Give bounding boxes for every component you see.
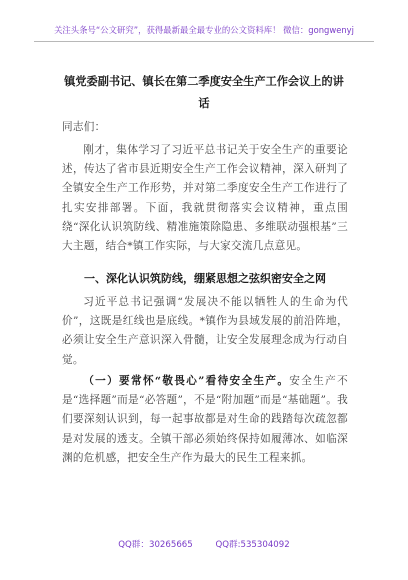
section-heading-1: 一、深化认识筑防线，绷紧思想之弦织密安全之网	[84, 272, 326, 285]
paragraph-1	[62, 141, 348, 256]
paragraph-3-text	[62, 372, 348, 468]
salutation	[62, 118, 348, 137]
paragraph-3-body: 安全生产不是“选择题”而是“必答题”，不是“附加题”而是“基础题”。我们要深刻认识到，每一起事故都是对生命的践踏每次疏忽都是对发展的透支。全镇干部必须始终保持如履薄冰、如临深渊的危机感，把安全生产作为最大的民生工程来抓。	[62, 375, 348, 464]
header-divider	[34, 41, 374, 42]
salutation-text: 同志们：	[62, 121, 106, 133]
paragraph-2-text: 习近平总书记强调“发展决不能以牺牲人的生命为代价”，这既是红线也是底线。*镇作为县域发展的前沿阵地，必须让安全生产意识深入骨髓，让安全发展理念成为行动自觉。	[62, 296, 348, 366]
promo-banner: 关注头条号“公文研究”，获得最新最全最专业的公文资料库！ 微信：gongwenyj	[54, 25, 354, 35]
paragraph-2	[62, 293, 348, 370]
paragraph-3	[62, 372, 348, 468]
subsection-heading-1: （一）要常怀“敬畏心”看待安全生产。	[83, 375, 290, 387]
qq-group-2: QQ群:535304092	[215, 540, 290, 550]
paragraph-1-text: 刚才，集体学习了习近平总书记关于安全生产的重要论述，传达了省市县近期安全生产工作会议精神，深入研判了全镇安全生产工作形势，并对第二季度安全生产工作进行了扎实安排部署。下面，我就贯彻落实会议精神，重点围绕“深化认识筑防线、精准施策除隐患、多维联动强根基”三大主题，结合*镇工作实际，与大家交流几点意见。	[62, 144, 348, 253]
footer-contact	[0, 538, 408, 550]
document-title: 镇党委副书记、镇长在第二季度安全生产工作会议上的讲话	[64, 74, 344, 110]
qq-group-1: QQ群：30265665	[118, 540, 193, 550]
